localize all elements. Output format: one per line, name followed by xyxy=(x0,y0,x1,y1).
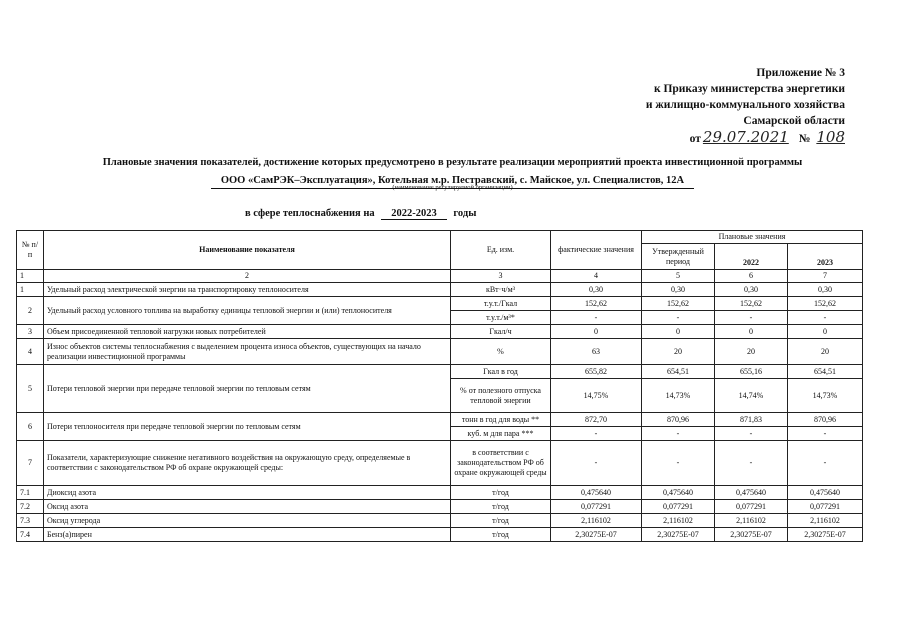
sphere-prefix: в сфере теплоснабжения на xyxy=(245,208,375,219)
value-cell: - xyxy=(715,311,788,325)
value-cell: 20 xyxy=(642,339,715,365)
appendix-block xyxy=(646,65,845,147)
appendix-line-2: и жилищно-коммунального хозяйства xyxy=(645,99,845,111)
appendix-line-1: к Приказу министерства энергетики xyxy=(653,83,845,95)
row-num: 6 xyxy=(17,413,44,441)
value-cell: 0,077291 xyxy=(788,500,863,514)
value-cell: - xyxy=(788,441,863,486)
value-cell: 0 xyxy=(551,325,642,339)
sphere-years: 2022-2023 xyxy=(381,208,447,220)
row-unit: тонн в год для воды ** xyxy=(451,413,551,427)
table-row xyxy=(17,365,863,379)
table-row xyxy=(17,339,863,365)
header-name: Наименование показателя xyxy=(44,231,451,270)
header-unit: Ед. изм. xyxy=(451,231,551,270)
row-num: 2 xyxy=(17,297,44,325)
value-cell: 14,74% xyxy=(715,379,788,413)
value-cell: 0 xyxy=(642,325,715,339)
value-cell: - xyxy=(788,427,863,441)
value-cell: - xyxy=(551,427,642,441)
table-row xyxy=(17,514,863,528)
table-row xyxy=(17,528,863,542)
row-unit: в соответствии с законодательством РФ об охране окружающей среды xyxy=(451,441,551,486)
table-row xyxy=(17,325,863,339)
value-cell: - xyxy=(642,311,715,325)
row-name: Диоксид азота xyxy=(44,486,451,500)
row-name: Потери теплоносителя при передаче тепловой энергии по тепловым сетям xyxy=(44,413,451,441)
column-number: 5 xyxy=(642,270,715,283)
indicators-table xyxy=(16,230,863,542)
row-num: 3 xyxy=(17,325,44,339)
row-num: 7.4 xyxy=(17,528,44,542)
table-row xyxy=(17,486,863,500)
row-num: 7.1 xyxy=(17,486,44,500)
value-cell: - xyxy=(642,441,715,486)
value-cell: 2,30275E-07 xyxy=(788,528,863,542)
value-cell: - xyxy=(551,311,642,325)
sphere-line xyxy=(245,208,476,220)
row-unit: куб. м для пара *** xyxy=(451,427,551,441)
value-cell: 0,475640 xyxy=(551,486,642,500)
value-cell: 14,75% xyxy=(551,379,642,413)
value-cell: 0,30 xyxy=(551,283,642,297)
order-number-label: № xyxy=(798,133,811,145)
value-cell: 0 xyxy=(788,325,863,339)
header-num: № п/п xyxy=(17,231,44,270)
table-row xyxy=(17,441,863,486)
order-number: 108 xyxy=(816,128,845,146)
row-unit: т/год xyxy=(451,514,551,528)
value-cell: 20 xyxy=(788,339,863,365)
row-name: Удельный расход электрической энергии на транспортировку теплоносителя xyxy=(44,283,451,297)
organization-note: (наименование регулируемой организации) xyxy=(392,184,513,191)
row-unit: т.у.т./м³* xyxy=(451,311,551,325)
value-cell: 870,96 xyxy=(642,413,715,427)
value-cell: 0,475640 xyxy=(788,486,863,500)
row-unit: т/год xyxy=(451,528,551,542)
row-unit: т.у.т./Гкал xyxy=(451,297,551,311)
row-unit: % xyxy=(451,339,551,365)
column-number: 2 xyxy=(44,270,451,283)
order-date: 29.07.2021 xyxy=(702,128,789,146)
value-cell: 872,70 xyxy=(551,413,642,427)
header-actual: фактические значения xyxy=(551,231,642,270)
value-cell: - xyxy=(788,311,863,325)
column-number: 7 xyxy=(788,270,863,283)
order-prefix: от xyxy=(689,133,701,145)
value-cell: 655,16 xyxy=(715,365,788,379)
row-name: Объем присоединенной тепловой нагрузки новых потребителей xyxy=(44,325,451,339)
document-title: Плановые значения показателей, достижение которых предусмотрено в результате реализации мероприятий проекта инвестиционной программы xyxy=(102,157,803,168)
table-row xyxy=(17,500,863,514)
value-cell: 654,51 xyxy=(788,365,863,379)
row-name: Потери тепловой энергии при передаче тепловой энергии по тепловым сетям xyxy=(44,365,451,413)
column-number: 3 xyxy=(451,270,551,283)
value-cell: 2,116102 xyxy=(788,514,863,528)
row-num: 1 xyxy=(17,283,44,297)
value-cell: 0,077291 xyxy=(642,500,715,514)
value-cell: 152,62 xyxy=(551,297,642,311)
header-year-1: 2022 xyxy=(715,257,788,270)
table-row xyxy=(17,283,863,297)
value-cell: 0,475640 xyxy=(715,486,788,500)
order-line xyxy=(646,129,845,147)
sphere-suffix: годы xyxy=(453,208,477,219)
column-number: 6 xyxy=(715,270,788,283)
value-cell: 152,62 xyxy=(642,297,715,311)
value-cell: 0,077291 xyxy=(715,500,788,514)
value-cell: 14,73% xyxy=(642,379,715,413)
value-cell: 152,62 xyxy=(788,297,863,311)
row-num: 7.3 xyxy=(17,514,44,528)
value-cell: 152,62 xyxy=(715,297,788,311)
value-cell: 0,30 xyxy=(715,283,788,297)
appendix-line-3: Самарской области xyxy=(743,115,845,127)
table-row xyxy=(17,413,863,427)
value-cell: - xyxy=(642,427,715,441)
row-name: Показатели, характеризующие снижение негативного воздействия на окружающую среду, определяемые в соответствии с законодательством РФ об охране окружающей среды: xyxy=(44,441,451,486)
header-approved: Утвержденный период xyxy=(642,244,715,270)
value-cell: 654,51 xyxy=(642,365,715,379)
column-number: 1 xyxy=(17,270,44,283)
row-num: 5 xyxy=(17,365,44,413)
value-cell: 63 xyxy=(551,339,642,365)
value-cell: - xyxy=(715,427,788,441)
table-row xyxy=(17,297,863,311)
value-cell: 655,82 xyxy=(551,365,642,379)
value-cell: 2,30275E-07 xyxy=(642,528,715,542)
value-cell: 2,116102 xyxy=(642,514,715,528)
column-numbers-row xyxy=(17,270,863,283)
header-row xyxy=(17,231,863,244)
appendix-number: Приложение № 3 xyxy=(756,67,845,79)
row-name: Износ объектов системы теплоснабжения с выделением процента износа объектов, существующих на начало реализации инвестиционной программы xyxy=(44,339,451,365)
value-cell: 871,83 xyxy=(715,413,788,427)
value-cell: 0,30 xyxy=(642,283,715,297)
row-name: Оксид углерода xyxy=(44,514,451,528)
row-unit: Гкал в год xyxy=(451,365,551,379)
row-unit: т/год xyxy=(451,500,551,514)
value-cell: 14,73% xyxy=(788,379,863,413)
row-name: Бенз(а)пирен xyxy=(44,528,451,542)
row-num: 4 xyxy=(17,339,44,365)
row-unit: Гкал/ч xyxy=(451,325,551,339)
column-number: 4 xyxy=(551,270,642,283)
value-cell: 2,116102 xyxy=(715,514,788,528)
row-unit: % от полезного отпуска тепловой энергии xyxy=(451,379,551,413)
value-cell: - xyxy=(551,441,642,486)
value-cell: 2,30275E-07 xyxy=(715,528,788,542)
row-num: 7.2 xyxy=(17,500,44,514)
value-cell: 20 xyxy=(715,339,788,365)
header-year-2: 2023 xyxy=(788,257,863,270)
organization-name: ООО «СамРЭК–Эксплуатация», Котельная м.р. Пестравский, с. Майское, ул. Специалистов, 12А xyxy=(211,174,694,189)
row-name: Удельный расход условного топлива на выработку единицы тепловой энергии и (или) теплоносителя xyxy=(44,297,451,325)
value-cell: 2,116102 xyxy=(551,514,642,528)
value-cell: 0,475640 xyxy=(642,486,715,500)
row-num: 7 xyxy=(17,441,44,486)
header-planned: Плановые значения xyxy=(642,231,863,244)
value-cell: 870,96 xyxy=(788,413,863,427)
value-cell: 0 xyxy=(715,325,788,339)
row-unit: кВт·ч/м³ xyxy=(451,283,551,297)
row-unit: т/год xyxy=(451,486,551,500)
value-cell: 0,077291 xyxy=(551,500,642,514)
value-cell: 0,30 xyxy=(788,283,863,297)
value-cell: 2,30275E-07 xyxy=(551,528,642,542)
row-name: Оксид азота xyxy=(44,500,451,514)
value-cell: - xyxy=(715,441,788,486)
